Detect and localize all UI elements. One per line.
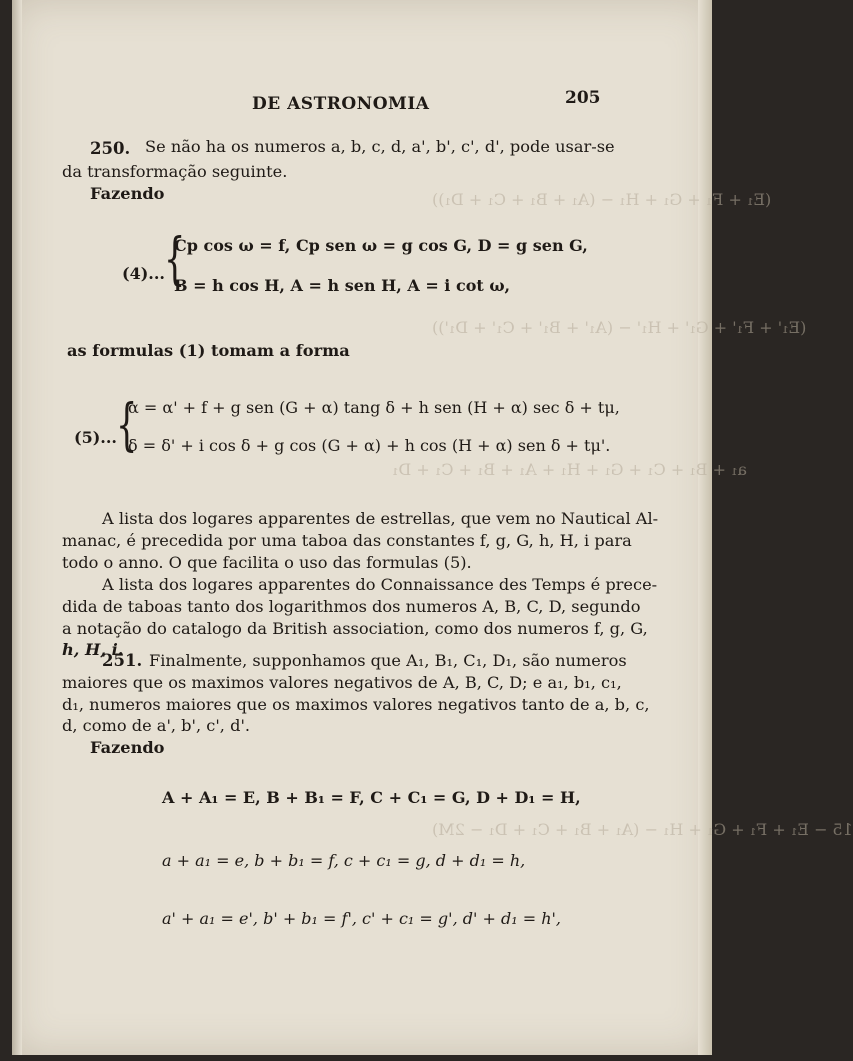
section-251-line2: maiores que os maximos valores negativos de A, B, C, D; e a₁, b₁, c₁, — [62, 673, 622, 692]
bleed-through-1: (E₁ + F₁ + G₁ + H₁ − (A₁ + B₁ + C₁ + D₁)) — [432, 190, 772, 209]
fazendo-label-2: Fazendo — [90, 738, 165, 757]
equation-5-line1: α = α' + f + g sen (G + α) tang δ + h sen (H + α) sec δ + tμ, — [128, 398, 620, 417]
page-fold — [698, 0, 712, 1055]
running-header: DE ASTRONOMIA — [252, 94, 430, 114]
lista1-line1: A lista dos logares apparentes de estrellas, que vem no Nautical Al- — [102, 509, 659, 528]
lista2-line4: h, H, i. — [62, 640, 124, 659]
equation-4-label: (4)... — [122, 264, 165, 283]
lista2-line3: a notação do catalogo da British association, como dos numeros f, g, G, — [62, 619, 648, 638]
equation-4-line2: B = h cos H, A = h sen H, A = i cot ω, — [174, 276, 511, 295]
lista2-line1: A lista dos logares apparentes do Connaissance des Temps é prece- — [102, 575, 658, 594]
bleed-through-2: (E₁' + F₁' + G₁' + H₁' − (A₁' + B₁' + C₁' + D₁')) — [432, 318, 807, 337]
bleed-through-3: a₁ + B₁ + C₁ + G₁ + H₁ + A₁ + B₁ + C₁ + D₁ — [392, 460, 748, 479]
final-equation-1: A + A₁ = E, B + B₁ = F, C + C₁ = G, D + D₁ = H, — [162, 788, 581, 807]
section-251-line1: Finalmente, supponhamos que A₁, B₁, C₁, D₁, são numeros — [149, 651, 627, 670]
bleed-through-4: 15 − E₁ + F₁ + G₁ + H₁ − (A₁ + B₁ + C₁ + D₁ − 2M) — [432, 820, 853, 839]
section-250-intro-line2: da transformação seguinte. — [62, 162, 288, 181]
section-251-line3: d₁, numeros maiores que os maximos valores negativos tanto de a, b, c, — [62, 695, 650, 714]
section-number-250: 250. — [90, 139, 131, 158]
section-number-251: 251. — [102, 651, 143, 670]
lista2-line2: dida de taboas tanto dos logarithmos dos numeros A, B, C, D, segundo — [62, 597, 641, 616]
lista1-line3: todo o anno. O que facilita o uso das formulas (5). — [62, 553, 472, 572]
equation-5-brace: { — [116, 393, 138, 458]
equation-4-brace: { — [164, 227, 186, 292]
page-gutter — [12, 0, 22, 1055]
final-equation-3: a' + a₁ = e', b' + b₁ = f', c' + c₁ = g', d' + d₁ = h', — [162, 909, 561, 928]
equation-4-line1: Cp cos ω = f, Cp sen ω = g cos G, D = g sen G, — [174, 236, 588, 255]
final-equation-2: a + a₁ = e, b + b₁ = f, c + c₁ = g, d + d₁ = h, — [162, 851, 526, 870]
page-number: 205 — [565, 88, 601, 108]
equation-5-line2: δ = δ' + i cos δ + g cos (G + α) + h cos (H + α) sen δ + tμ'. — [128, 436, 611, 455]
fazendo-label-1: Fazendo — [90, 184, 165, 203]
section-251-line4: d, como de a', b', c', d'. — [62, 716, 251, 735]
formulas-line: as formulas (1) tomam a forma — [67, 341, 350, 360]
book-page — [12, 0, 853, 1055]
section-250-intro-line1: Se não ha os numeros a, b, c, d, a', b', c', d', pode usar-se — [145, 137, 615, 156]
equation-5-label: (5)... — [74, 428, 117, 447]
lista1-line2: manac, é precedida por uma taboa das constantes f, g, G, h, H, i para — [62, 531, 632, 550]
